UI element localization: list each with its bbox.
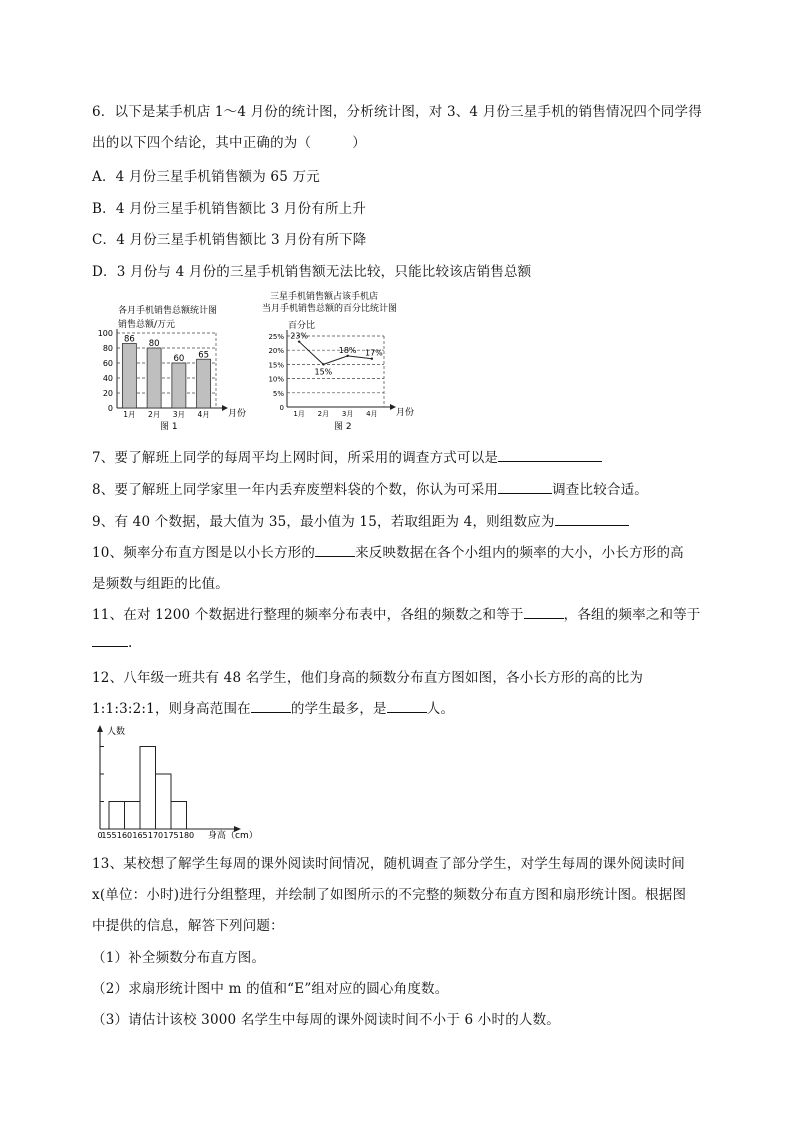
q11-text-pre: 11、在对 1200 个数据进行整理的频率分布表中，各组的频数之和等于 bbox=[92, 607, 524, 623]
line-chart-y-tick: 15% bbox=[268, 361, 284, 370]
q11-end: . bbox=[128, 635, 133, 651]
histogram-x-tick: 155 bbox=[101, 831, 117, 840]
line-chart-y-tick: 0 bbox=[279, 404, 284, 412]
line-chart-caption: 图 2 bbox=[334, 422, 352, 432]
q12-text-mid: 的学生最多，是 bbox=[290, 701, 387, 717]
height-histogram bbox=[88, 722, 278, 844]
q8-text-pre: 8、要了解班上同学家里一年内丢弃废塑料袋的个数，你认为可采用 bbox=[92, 482, 499, 498]
q6-option-b: B．4 月份三星手机销售额比 3 月份有所上升 bbox=[92, 201, 367, 217]
line-point-1 bbox=[298, 340, 300, 342]
histogram-bar-165-170 bbox=[140, 747, 156, 830]
line-chart-x-tick: 1月 bbox=[293, 410, 305, 418]
line-value-label: 17% bbox=[364, 348, 383, 358]
line-chart-x-tick: 3月 bbox=[341, 410, 354, 418]
line-chart-xlabel: 月份 bbox=[396, 408, 415, 418]
line-chart-y-tick: 10% bbox=[268, 375, 284, 384]
line-chart-x-tick: 2月 bbox=[317, 410, 330, 418]
histogram-bar-175-180 bbox=[171, 802, 187, 830]
q6-option-c: C．4 月份三星手机销售额比 3 月份有所下降 bbox=[92, 232, 367, 248]
q12-line2 bbox=[92, 697, 454, 717]
bar-chart-y-tick: 100 bbox=[97, 329, 113, 338]
q7-answer-blank[interactable] bbox=[498, 449, 602, 462]
q8-text-post: 调查比较合适。 bbox=[552, 482, 648, 498]
q11-answer-blank-1[interactable] bbox=[524, 606, 564, 619]
q10-text-pre: 10、频率分布直方图是以小长方形的 bbox=[92, 545, 316, 561]
q9-answer-blank[interactable] bbox=[555, 513, 629, 526]
histogram-bar-160-165 bbox=[125, 802, 141, 830]
histogram-y-arrow bbox=[97, 725, 103, 732]
line-point-3 bbox=[346, 355, 348, 357]
histogram-ylabel: 人数 bbox=[107, 727, 126, 737]
q8-answer-blank[interactable] bbox=[498, 481, 552, 494]
histogram-x-tick: 0 bbox=[97, 831, 103, 840]
q9-text: 9、有 40 个数据，最大值为 35，最小值为 15，若取组距为 4，则组数应为 bbox=[92, 514, 555, 530]
line-chart-title-line2: 当月手机销售总额的百分比统计图 bbox=[262, 304, 398, 314]
bar-chart-caption: 图 1 bbox=[160, 422, 178, 432]
histogram-bar-170-175 bbox=[156, 774, 172, 829]
q9 bbox=[92, 510, 629, 530]
line-chart-title-line1: 三星手机销售额占该手机店 bbox=[270, 292, 379, 302]
bar-4 bbox=[197, 359, 211, 408]
q10-answer-blank[interactable] bbox=[315, 544, 355, 557]
line-chart-series bbox=[299, 342, 372, 365]
bar-chart-y-tick: 60 bbox=[102, 359, 113, 368]
bar-chart-title: 各月手机销售总额统计图 bbox=[118, 306, 218, 316]
line-chart-ylabel: 百分比 bbox=[288, 321, 316, 331]
histogram-x-tick: 160 bbox=[116, 831, 133, 840]
bar-chart-x-tick: 2月 bbox=[147, 410, 161, 419]
q13-sub1: （1）补全频数分布直方图。 bbox=[92, 950, 266, 966]
q12-answer-blank-1[interactable] bbox=[251, 700, 291, 713]
bar-chart-y-tick: 40 bbox=[102, 374, 113, 383]
bar-chart-xlabel: 月份 bbox=[228, 409, 247, 419]
q13-line1: 13、某校想了解学生每周的课外阅读时间情况，随机调查了部分学生，对学生每周的课外阅读时间 bbox=[92, 856, 685, 872]
q10-line2: 是频数与组距的比值。 bbox=[92, 576, 229, 592]
line-chart-y-tick: 20% bbox=[268, 347, 284, 356]
bar-value-label: 80 bbox=[148, 339, 160, 349]
q11-answer-blank-2[interactable] bbox=[92, 634, 128, 647]
q10-text-post: 来反映数据在各个小组内的频率的大小，小长方形的高 bbox=[355, 545, 684, 561]
histogram-x-tick: 170 bbox=[147, 831, 164, 840]
line-chart-y-tick: 5% bbox=[272, 389, 284, 398]
histogram-x-tick: 165 bbox=[132, 831, 148, 840]
bar-chart-ylabel: 销售总额/万元 bbox=[118, 320, 176, 330]
bar-chart-x-tick: 3月 bbox=[172, 410, 186, 419]
q6-option-d: D．3 月份与 4 月份的三星手机销售额无法比较，只能比较该店销售总额 bbox=[92, 264, 532, 280]
bar-2 bbox=[147, 348, 161, 408]
q6-stem-line1: 6．以下是某手机店 1～4 月份的统计图，分析统计图，对 3、4 月份三星手机的销售情况四个同学得 bbox=[92, 104, 702, 120]
bar-chart-y-tick: 0 bbox=[107, 404, 113, 413]
q13-line3: 中提供的信息，解答下列问题： bbox=[92, 918, 284, 934]
line-value-label: 15% bbox=[314, 367, 333, 377]
bar-value-label: 60 bbox=[173, 354, 185, 364]
bar-chart-x-tick: 4月 bbox=[197, 410, 210, 419]
bar-value-label: 86 bbox=[123, 334, 135, 345]
q11-text-post: ，各组的频率之和等于 bbox=[563, 607, 701, 623]
bar-value-label: 65 bbox=[198, 350, 210, 361]
q8 bbox=[92, 478, 648, 498]
q12-answer-blank-2[interactable] bbox=[387, 700, 427, 713]
line-point-4 bbox=[371, 358, 373, 360]
line-value-label: 18% bbox=[338, 345, 357, 355]
q13-line2: x(单位：小时)进行分组整理，并绘制了如图所示的不完整的频数分布直方图和扇形统计图。根据图 bbox=[92, 887, 687, 903]
bar-chart-y-tick: 20 bbox=[102, 389, 113, 398]
histogram-bar-155-160 bbox=[109, 802, 125, 830]
line-chart-samsung-share bbox=[258, 288, 418, 433]
q12-text-pre: 1:1:3:2:1，则身高范围在 bbox=[92, 701, 251, 717]
q7-text: 7、要了解班上同学的每周平均上网时间，所采用的调查方式可以是 bbox=[92, 450, 499, 466]
q10-line1 bbox=[92, 541, 684, 561]
q13-sub2: （2）求扇形统计图中 m 的值和“E”组对应的圆心角度数。 bbox=[92, 981, 449, 997]
bar-1 bbox=[122, 344, 136, 409]
histogram-x-tick: 180 bbox=[178, 831, 195, 840]
line-point-2 bbox=[322, 363, 324, 365]
q6-option-a: A．4 月份三星手机销售额为 65 万元 bbox=[92, 169, 320, 185]
q6-stem-line2: 出的以下四个结论，其中正确的为（ ） bbox=[92, 135, 366, 151]
q12-text-post: 人。 bbox=[426, 701, 455, 717]
q13-sub3: （3）请估计该校 3000 名学生中每周的课外阅读时间不小于 6 小时的人数。 bbox=[92, 1012, 560, 1028]
bar-chart-x-tick: 1月 bbox=[123, 410, 136, 419]
line-chart-y-tick: 25% bbox=[268, 333, 284, 341]
bar-3 bbox=[172, 363, 186, 408]
bar-chart-y-tick: 80 bbox=[102, 344, 113, 353]
histogram-xlabel: 身高（cm） bbox=[208, 831, 258, 841]
line-chart-x-tick: 4月 bbox=[366, 410, 378, 418]
bar-chart-monthly-sales bbox=[94, 298, 254, 433]
q7 bbox=[92, 446, 602, 466]
histogram-x-tick: 175 bbox=[163, 831, 179, 840]
q11-line1 bbox=[92, 603, 701, 623]
q11-line2 bbox=[92, 634, 133, 651]
line-value-label: 23% bbox=[290, 331, 309, 341]
q12-line1: 12、八年级一班共有 48 名学生，他们身高的频数分布直方图如图，各小长方形的高的比为 bbox=[92, 670, 644, 686]
